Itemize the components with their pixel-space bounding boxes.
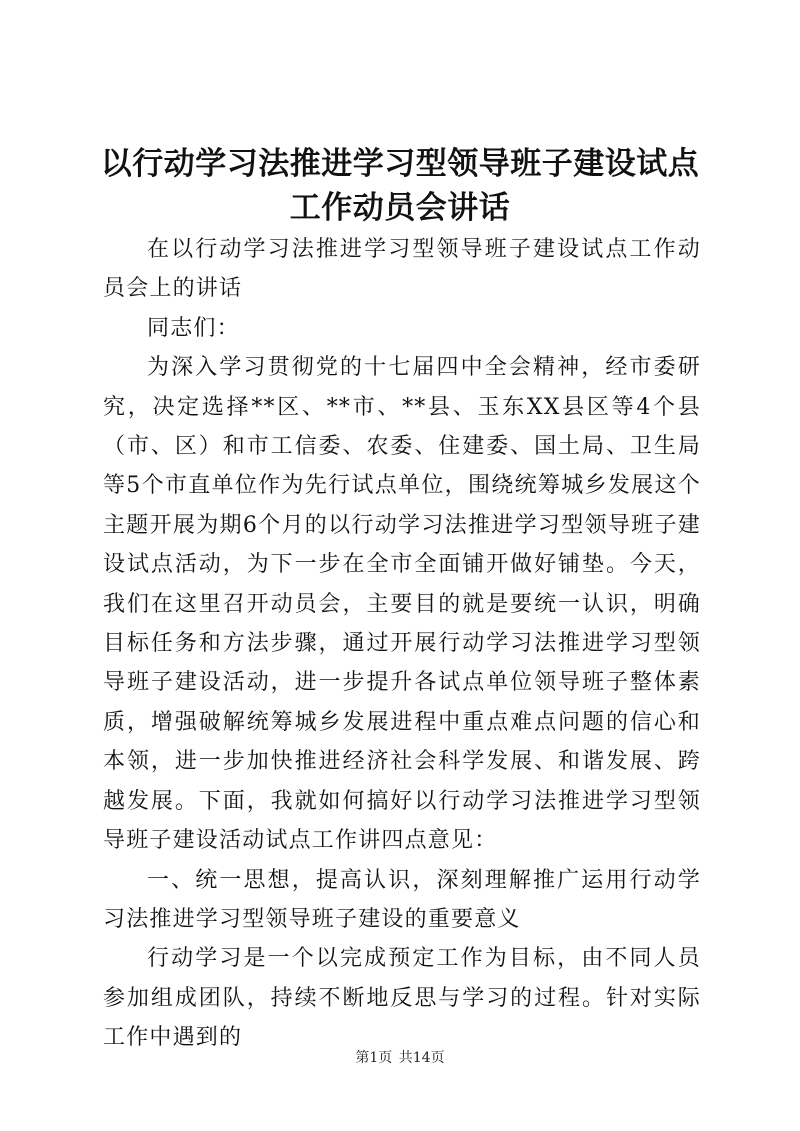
- paragraph-introduction: 为深入学习贯彻党的十七届四中全会精神，经市委研究，决定选择**区、**市、**县、玉东XX县区等4个县（市、区）和市工信委、农委、住建委、国土局、卫生局等5个市直单位作为先行试点单位，围绕统筹城乡发展这个主题开展为期6个月的以行动学习法推进学习型领导班子建设试点活动，为下一步在全市全面铺开做好铺垫。今天，我们在这里召开动员会，主要目的就是要统一认识，明确目标任务和方法步骤，通过开展行动学习法推进学习型领导班子建设活动，进一步提升各试点单位领导班子整体素质，增强破解统筹城乡发展进程中重点难点问题的信心和本领，进一步加快推进经济社会科学发展、和谐发展、跨越发展。下面，我就如何搞好以行动学习法推进学习型领导班子建设活动试点工作讲四点意见：: [103, 355, 701, 854]
- paragraph-section-heading: 一、统一思想，提高认识，深刻理解推广运用行动学习法推进学习型领导班子建设的重要意义: [103, 867, 701, 932]
- paragraph-subtitle: 在以行动学习法推进学习型领导班子建设试点工作动员会上的讲话: [103, 237, 701, 302]
- paragraph-salutation: 同志们：: [147, 315, 240, 341]
- page-footer: [0, 1048, 800, 1068]
- paragraph-body: 行动学习是一个以完成预定工作为目标，由不同人员参加组成团队，持续不断地反思与学习的过程。针对实际工作中遇到的: [103, 946, 701, 1051]
- page-number: 第1页: [355, 1050, 393, 1066]
- document-body: [103, 230, 701, 1058]
- document-title: 以行动学习法推进学习型领导班子建设试点工作动员会讲话: [100, 146, 700, 226]
- page-total: 共14页: [398, 1050, 445, 1066]
